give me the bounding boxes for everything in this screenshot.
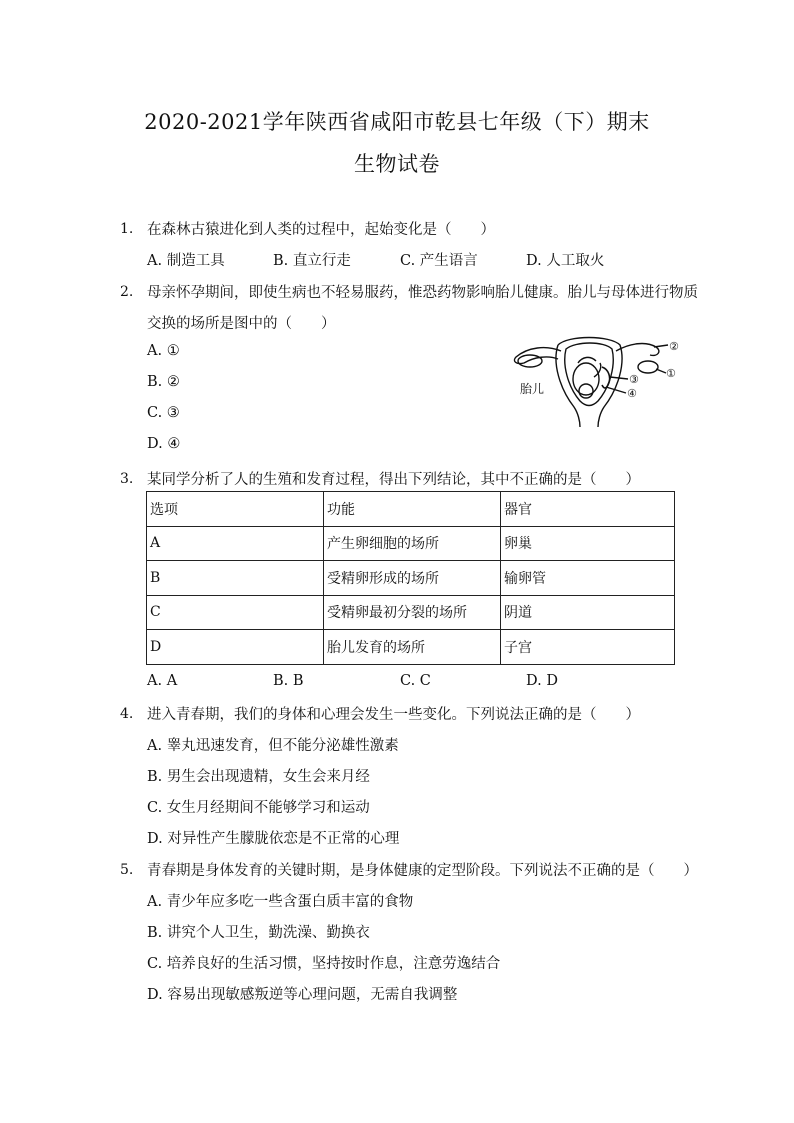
question-text: 在森林古猿进化到人类的过程中，起始变化是（ ） bbox=[147, 222, 495, 238]
option-c: C. C bbox=[400, 673, 431, 689]
table-cell: C bbox=[147, 595, 324, 630]
option-c: C. 培养良好的生活习惯，坚持按时作息，注意劳逸结合 bbox=[147, 956, 501, 972]
option-a: A. 制造工具 bbox=[147, 253, 225, 269]
question-number: 2. bbox=[120, 284, 134, 300]
table-header-row bbox=[147, 492, 675, 527]
exam-title-line2: 生物试卷 bbox=[354, 152, 440, 176]
mark-2: ② bbox=[669, 340, 679, 353]
header-cell: 器官 bbox=[501, 492, 675, 527]
table-cell: 产生卵细胞的场所 bbox=[324, 526, 501, 561]
option-a: A. ① bbox=[147, 343, 180, 359]
left-fallopian-tube bbox=[514, 348, 561, 364]
option-d: D. 对异性产生朦胧依恋是不正常的心理 bbox=[147, 831, 400, 847]
mark-3: ③ bbox=[629, 373, 639, 386]
option-d: D. 人工取火 bbox=[526, 253, 605, 269]
option-c: C. 产生语言 bbox=[400, 253, 478, 269]
exam-title-line1: 2020-2021学年陕西省咸阳市乾县七年级（下）期末 bbox=[144, 110, 650, 134]
mark-4: ④ bbox=[627, 387, 637, 400]
option-c: C. ③ bbox=[147, 405, 180, 421]
header-cell: 选项 bbox=[147, 492, 324, 527]
label-fetus: 胎儿 bbox=[520, 382, 545, 396]
header-cell: 功能 bbox=[324, 492, 501, 527]
uterus-fetus-diagram bbox=[506, 333, 688, 427]
placenta bbox=[602, 367, 610, 388]
question-number: 5. bbox=[120, 862, 134, 878]
table-cell: 卵巢 bbox=[501, 526, 675, 561]
question-text: 进入青春期，我们的身体和心理会发生一些变化。下列说法正确的是（ ） bbox=[147, 707, 640, 723]
table-row bbox=[147, 630, 675, 665]
mark-1: ① bbox=[666, 367, 676, 380]
option-a: A. 青少年应多吃一些含蛋白质丰富的食物 bbox=[147, 894, 414, 910]
question-text: 某同学分析了人的生殖和发育过程，得出下列结论，其中不正确的是（ ） bbox=[147, 472, 640, 488]
table-cell: 子宫 bbox=[501, 630, 675, 665]
option-b: B. B bbox=[273, 673, 304, 689]
question-number: 4. bbox=[120, 706, 134, 722]
table-cell: 受精卵形成的场所 bbox=[324, 561, 501, 596]
table-row bbox=[147, 526, 675, 561]
question-text-line2: 交换的场所是图中的（ ） bbox=[147, 316, 336, 332]
question-text-line1: 母亲怀孕期间，即使生病也不轻易服药，惟恐药物影响胎儿健康。胎儿与母体进行物质 bbox=[147, 285, 698, 301]
option-d: D. D bbox=[526, 673, 558, 689]
table-cell: A bbox=[147, 526, 324, 561]
option-a: A. A bbox=[147, 673, 178, 689]
answer-table bbox=[146, 491, 675, 665]
table-cell: 阴道 bbox=[501, 595, 675, 630]
fetus-limbs bbox=[578, 357, 601, 377]
uterus-inner-wall bbox=[565, 343, 613, 406]
table-cell: 输卵管 bbox=[501, 561, 675, 596]
option-c: C. 女生月经期间不能够学习和运动 bbox=[147, 800, 370, 816]
option-b: B. 男生会出现遗精，女生会来月经 bbox=[147, 769, 370, 785]
leader-line-1 bbox=[656, 369, 666, 373]
question-number: 3. bbox=[120, 471, 134, 487]
table-row bbox=[147, 595, 675, 630]
table-cell: B bbox=[147, 561, 324, 596]
table-cell: D bbox=[147, 630, 324, 665]
option-b: B. 直立行走 bbox=[273, 253, 351, 269]
option-d: D. 容易出现敏感叛逆等心理问题，无需自我调整 bbox=[147, 987, 458, 1003]
question-number: 1. bbox=[120, 221, 134, 237]
table-cell: 胎儿发育的场所 bbox=[324, 630, 501, 665]
table-cell: 受精卵最初分裂的场所 bbox=[324, 595, 501, 630]
fetus-body bbox=[573, 363, 599, 395]
option-b: B. ② bbox=[147, 374, 180, 390]
right-ovary bbox=[638, 361, 658, 373]
left-ovary bbox=[518, 355, 542, 367]
leader-line-2 bbox=[654, 345, 668, 347]
fetus-head bbox=[579, 384, 593, 398]
question-text: 青春期是身体发育的关键时期，是身体健康的定型阶段。下列说法不正确的是（ ） bbox=[147, 863, 698, 879]
option-d: D. ④ bbox=[147, 436, 181, 452]
leader-line-3 bbox=[610, 377, 628, 379]
option-b: B. 讲究个人卫生，勤洗澡、勤换衣 bbox=[147, 925, 370, 941]
table-row bbox=[147, 561, 675, 596]
option-a: A. 睾丸迅速发育，但不能分泌雄性激素 bbox=[147, 738, 399, 754]
